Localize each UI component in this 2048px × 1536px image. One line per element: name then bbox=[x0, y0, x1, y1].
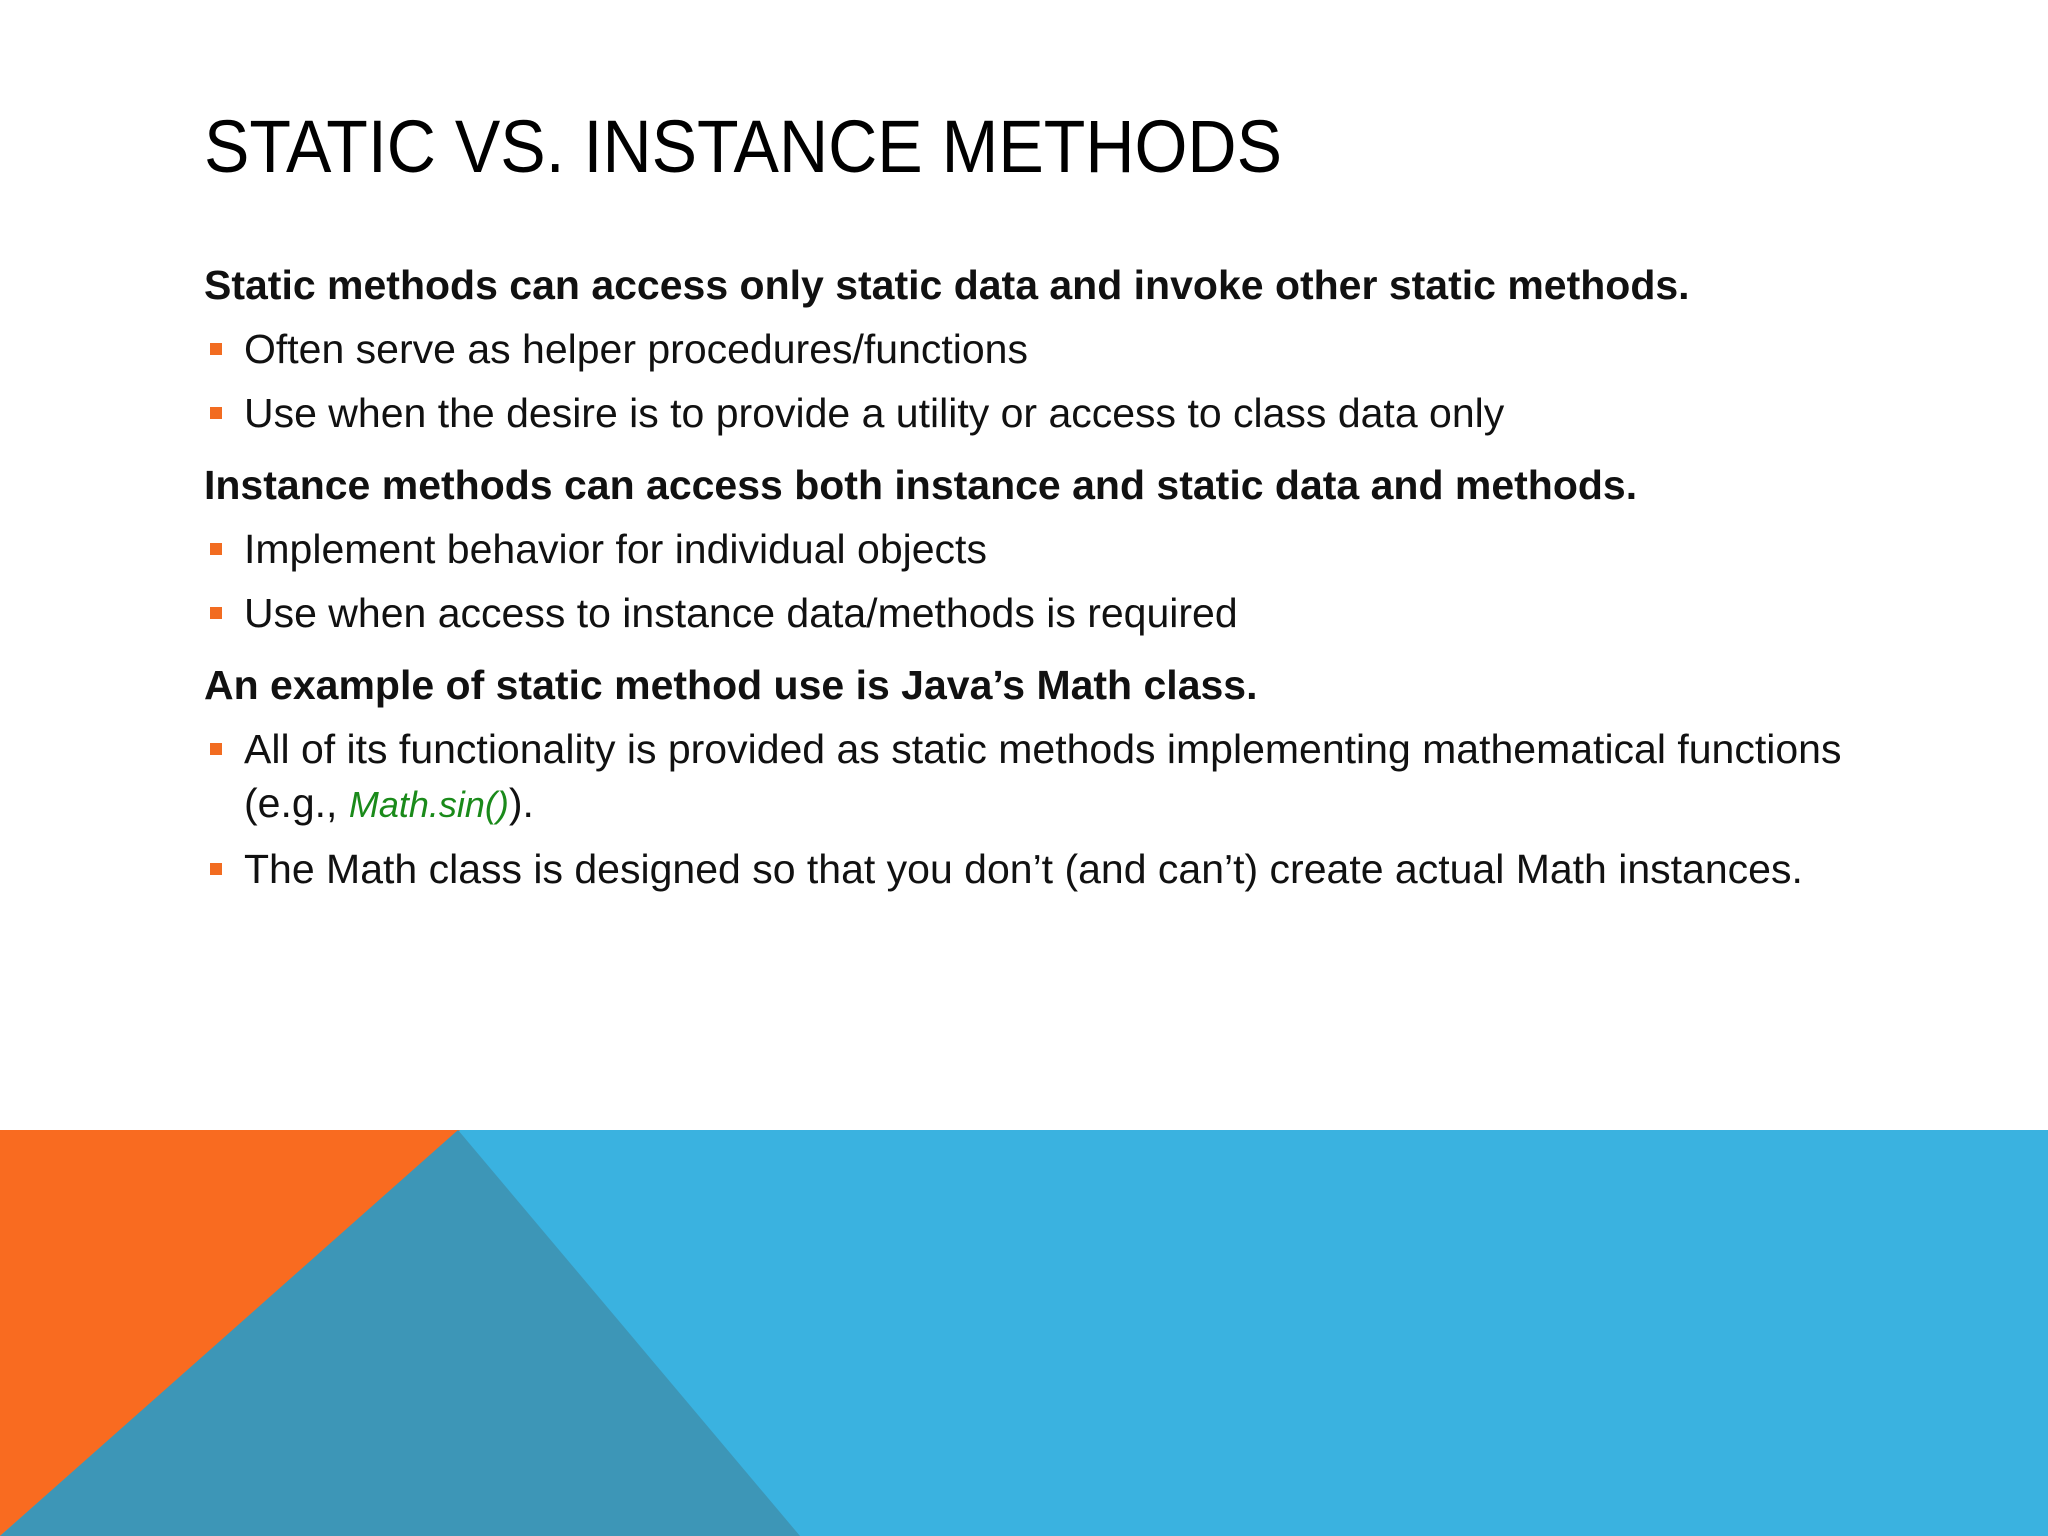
slide-title: STATIC VS. INSTANCE METHODS bbox=[204, 105, 1283, 188]
bullet-text: Use when access to instance data/methods is required bbox=[244, 590, 1238, 636]
bullet-item bbox=[204, 586, 1844, 640]
bullet-text: Implement behavior for individual objects bbox=[244, 526, 987, 572]
bullet-square-icon bbox=[210, 407, 222, 419]
slide-body bbox=[204, 258, 1844, 896]
bullet-square-icon bbox=[210, 863, 222, 875]
bullet-square-icon bbox=[210, 343, 222, 355]
bullet-text: The Math class is designed so that you don’t (and can’t) create actual Math instances. bbox=[244, 846, 1803, 892]
section-heading-instance: Instance methods can access both instance and static data and methods. bbox=[204, 462, 1638, 508]
bullet-item bbox=[204, 722, 1844, 832]
bullet-item bbox=[204, 322, 1844, 376]
bullet-item bbox=[204, 386, 1844, 440]
section-heading-example: An example of static method use is Java’s Math class. bbox=[204, 662, 1258, 708]
bullet-text-before: All of its functionality is provided as static methods implementing mathematical functions (e.g., bbox=[244, 726, 1842, 826]
decorative-footer-band bbox=[0, 1130, 2048, 1536]
code-snippet: Math.sin() bbox=[348, 784, 509, 825]
bullet-item bbox=[204, 842, 1844, 896]
bullet-text: Use when the desire is to provide a utility or access to class data only bbox=[244, 390, 1505, 436]
bullet-square-icon bbox=[210, 743, 222, 755]
bullet-square-icon bbox=[210, 607, 222, 619]
bullet-square-icon bbox=[210, 543, 222, 555]
bullet-text bbox=[244, 726, 1841, 826]
bullet-item bbox=[204, 522, 1844, 576]
bullet-text-after: ). bbox=[508, 780, 534, 826]
bullet-text: Often serve as helper procedures/functions bbox=[244, 326, 1028, 372]
section-heading-static: Static methods can access only static data and invoke other static methods. bbox=[204, 262, 1690, 308]
